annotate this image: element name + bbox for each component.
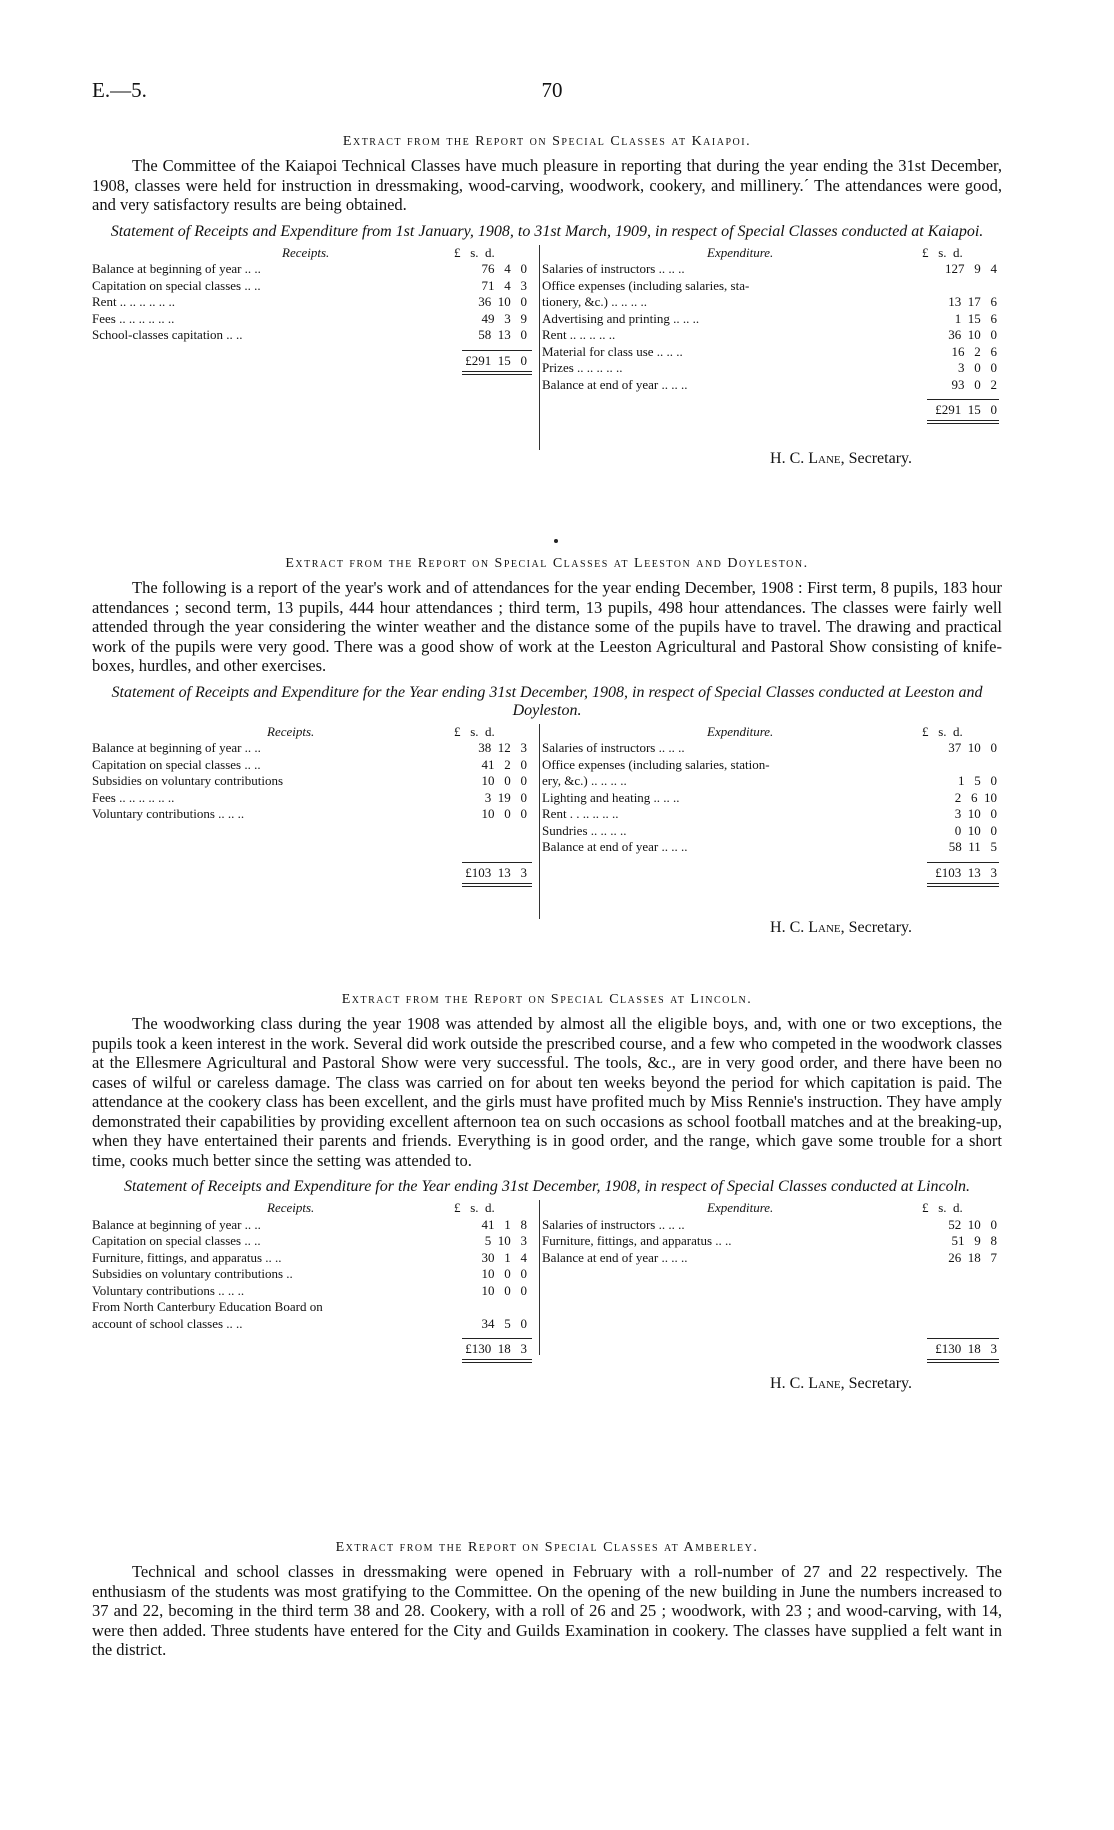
- expenditure-total-amount: £291 15 0: [935, 402, 997, 417]
- ledger-row-label: Salaries of instructors .. .. ..: [542, 261, 685, 276]
- expenditure-total-amount: £103 13 3: [935, 864, 997, 880]
- expenditure-label: Expenditure.: [707, 723, 774, 739]
- ledger-row-label: Office expenses (including salaries, sta-: [542, 277, 750, 293]
- leeston-section: [92, 556, 1002, 937]
- receipts-total: [92, 1332, 537, 1362]
- signature-name: H. C. Lane: [770, 1375, 841, 1392]
- expenditure-total-amount: £130 18 3: [935, 1341, 997, 1356]
- ledger-row-amount: 36 10 0: [948, 327, 997, 342]
- ledger-row-label: Material for class use .. .. ..: [542, 343, 683, 359]
- lincoln-ledger: [92, 1200, 1002, 1375]
- ledger-row: [542, 806, 1002, 823]
- receipts-total-amount: £130 18 3: [465, 1341, 527, 1356]
- currency-header: £ s. d.: [454, 723, 495, 739]
- leeston-ledger: [92, 724, 1002, 919]
- ledger-row: [92, 806, 537, 823]
- ledger-row: [92, 1233, 537, 1250]
- ledger-row-label: Salaries of instructors .. .. ..: [542, 1216, 685, 1232]
- signature-name: H. C. Lane: [770, 449, 841, 467]
- ledger-row-label: Rent . . .. .. .. ..: [542, 806, 619, 821]
- ledger-row: [92, 278, 537, 295]
- ledger-row-label: account of school classes .. ..: [92, 1315, 243, 1331]
- amberley-heading: Extract from the Report on Special Classes at Amberley.: [335, 1540, 759, 1555]
- ledger-row: [542, 344, 1002, 361]
- ledger-row-label: Capitation on special classes .. ..: [92, 277, 261, 293]
- expenditure-rows: [542, 740, 1002, 856]
- ledger-row: [542, 790, 1002, 807]
- ledger-row: [542, 839, 1002, 856]
- ledger-row-amount: 38 12 3: [478, 740, 527, 755]
- ledger-row-label: Salaries of instructors .. .. ..: [542, 740, 685, 755]
- ledger-row-amount: 76 4 0: [481, 261, 527, 276]
- ledger-row: [92, 327, 537, 344]
- lincoln-expenditure: [542, 1200, 1002, 1362]
- currency-header: £ s. d.: [922, 723, 963, 739]
- ledger-row: [542, 261, 1002, 278]
- kaiapoi-paragraph: The Committee of the Kaiapoi Technical Classes have much pleasure in reporting that during the year ending the 31st December, 1908, classes were held for instruction in dressmaking, wood-carving, woodwork, cookery, and millinery.´ The attendances were good, and very satisfactory results are being obtained.: [92, 156, 1002, 214]
- ledger-row-label: Prizes .. .. .. .. ..: [542, 360, 623, 375]
- signature-role: , Secretary.: [840, 918, 912, 936]
- ledger-row-label: Office expenses (including salaries, station-: [542, 756, 770, 772]
- lincoln-statement-title: Statement of Receipts and Expenditure for the Year ending 31st December, 1908, in respect of Special Classes conducted at Lincoln.: [123, 1178, 971, 1195]
- currency-header: £ s. d.: [454, 244, 495, 260]
- ledger-row-label: School-classes capitation .. ..: [92, 327, 243, 342]
- ledger-row: [542, 327, 1002, 344]
- ledger-row-amount: 10 0 0: [481, 1282, 527, 1298]
- ledger-row: [542, 1233, 1002, 1250]
- ledger-row-label: Balance at end of year .. .. ..: [542, 839, 688, 854]
- ledger-row-amount: 3 0 0: [958, 360, 997, 375]
- ledger-row-amount: 41 1 8: [481, 1216, 527, 1232]
- ledger-row-label: Balance at beginning of year .. ..: [92, 740, 261, 755]
- ledger-row-label: Rent .. .. .. .. ..: [542, 327, 616, 342]
- currency-header: £ s. d.: [922, 1200, 963, 1215]
- ledger-row-label: Capitation on special classes .. ..: [92, 1233, 261, 1248]
- ledger-row: [92, 740, 537, 757]
- leeston-signature: [92, 919, 1002, 937]
- ledger-divider: [539, 1200, 540, 1355]
- ledger-row-label: Capitation on special classes .. ..: [92, 756, 261, 772]
- receipts-label: Receipts.: [282, 244, 330, 260]
- lincoln-receipts: [92, 1200, 537, 1362]
- ledger-row: [92, 757, 537, 774]
- receipts-rows: [92, 261, 537, 344]
- ledger-row: [92, 311, 537, 328]
- ledger-row-label: Lighting and heating .. .. ..: [542, 789, 680, 805]
- ledger-row-label: Rent .. .. .. .. .. ..: [92, 294, 176, 309]
- ledger-row: [92, 1283, 537, 1300]
- ledger-row-label: Advertising and printing .. .. ..: [542, 310, 700, 326]
- ledger-row: [92, 1217, 537, 1234]
- kaiapoi-heading: Extract from the Report on Special Classes at Kaiapoi.: [342, 134, 752, 149]
- ledger-row: [92, 1299, 537, 1316]
- leeston-receipts: [92, 724, 537, 886]
- ledger-row-amount: 71 4 3: [481, 277, 527, 293]
- ledger-row: [92, 1316, 537, 1333]
- ledger-row: [542, 773, 1002, 790]
- kaiapoi-receipts: [92, 245, 537, 374]
- ledger-row: [542, 360, 1002, 377]
- ledger-row-amount: 58 13 0: [478, 327, 527, 342]
- ledger-row: [92, 1266, 537, 1283]
- expenditure-total: [542, 393, 1002, 423]
- ledger-row: [542, 377, 1002, 394]
- ledger-row-amount: 58 11 5: [948, 839, 997, 854]
- ledger-row-label: Subsidies on voluntary contributions ..: [92, 1266, 293, 1281]
- amberley-section: [92, 1540, 1002, 1660]
- currency-header: £ s. d.: [922, 244, 963, 260]
- ledger-row-amount: 34 5 0: [481, 1315, 527, 1331]
- ledger-row: [92, 261, 537, 278]
- ledger-row-label: Voluntary contributions .. .. ..: [92, 1282, 245, 1298]
- ledger-row-label: Fees .. .. .. .. .. ..: [92, 789, 175, 805]
- kaiapoi-signature: [92, 450, 1002, 468]
- leeston-expenditure: [542, 724, 1002, 886]
- ledger-row-label: Balance at end of year .. .. ..: [542, 376, 688, 392]
- currency-header: £ s. d.: [454, 1200, 495, 1215]
- running-header: [92, 78, 1012, 108]
- receipts-rows: [92, 740, 537, 823]
- receipts-rows: [92, 1217, 537, 1333]
- ledger-row-amount: 0 10 0: [954, 822, 997, 838]
- ledger-row-label: Balance at beginning of year .. ..: [92, 261, 261, 276]
- ledger-row-amount: 2 6 10: [954, 789, 997, 805]
- ledger-row-label: Balance at beginning of year .. ..: [92, 1216, 261, 1232]
- expenditure-rows: [542, 261, 1002, 393]
- leeston-statement-title: Statement of Receipts and Expenditure for the Year ending 31st December, 1908, in respect of Special Classes conducted at Leeston and Doyleston.: [111, 683, 983, 719]
- receipts-total-amount: £291 15 0: [465, 352, 527, 368]
- kaiapoi-statement-title: Statement of Receipts and Expenditure from 1st January, 1908, to 31st March, 1909, in respect of Special Classes conducted at Kaiapoi.: [110, 222, 984, 240]
- ledger-row: [542, 823, 1002, 840]
- ledger-row-label: From North Canterbury Education Board on: [92, 1299, 323, 1314]
- signature-role: , Secretary.: [840, 449, 912, 467]
- ledger-row-label: ery, &c.) .. .. .. ..: [542, 773, 627, 788]
- receipts-label: Receipts.: [267, 1200, 315, 1215]
- receipts-total: [92, 856, 537, 886]
- ledger-row-label: Subsidies on voluntary contributions: [92, 773, 284, 788]
- expenditure-label: Expenditure.: [707, 244, 774, 260]
- ledger-row-amount: 10 0 0: [481, 773, 527, 788]
- ledger-row-amount: 37 10 0: [948, 740, 997, 755]
- ledger-row-amount: 10 0 0: [481, 1266, 527, 1281]
- leeston-heading: Extract from the Report on Special Classes at Leeston and Doyleston.: [285, 556, 809, 571]
- ledger-row: [542, 294, 1002, 311]
- ledger-row: [92, 790, 537, 807]
- signature-name: H. C. Lane: [770, 918, 841, 936]
- expenditure-total: [542, 1332, 1002, 1362]
- ledger-row-amount: 26 18 7: [948, 1249, 997, 1265]
- ledger-row: [542, 740, 1002, 757]
- ledger-divider: [539, 724, 540, 919]
- ledger-row: [542, 1217, 1002, 1234]
- ledger-row: [542, 1250, 1002, 1267]
- ledger-row-amount: 41 2 0: [481, 756, 527, 772]
- ledger-row-amount: 13 17 6: [948, 294, 997, 309]
- ledger-row: [92, 1250, 537, 1267]
- receipts-total-amount: £103 13 3: [465, 864, 527, 880]
- ledger-row-label: Sundries .. .. .. ..: [542, 822, 627, 838]
- lincoln-signature: [92, 1375, 1002, 1393]
- expenditure-total: [542, 856, 1002, 886]
- ledger-row-amount: 49 3 9: [481, 310, 527, 326]
- ledger-row-label: Voluntary contributions .. .. ..: [92, 806, 245, 821]
- ledger-row-amount: 1 15 6: [954, 310, 997, 326]
- ledger-row-amount: 3 19 0: [484, 789, 527, 805]
- ledger-row-amount: 93 0 2: [951, 376, 997, 392]
- ledger-row-label: Fees .. .. .. .. .. ..: [92, 310, 175, 326]
- ledger-row-amount: 16 2 6: [951, 343, 997, 359]
- ledger-row-amount: 10 0 0: [481, 806, 527, 821]
- ledger-row-amount: 30 1 4: [481, 1249, 527, 1265]
- ledger-row-amount: 52 10 0: [948, 1216, 997, 1232]
- ledger-row-label: tionery, &c.) .. .. .. ..: [542, 294, 647, 309]
- page-number: 70: [541, 78, 563, 102]
- kaiapoi-section: [92, 134, 1002, 468]
- ledger-row-label: Balance at end of year .. .. ..: [542, 1249, 688, 1265]
- expenditure-rows: [542, 1217, 1002, 1267]
- ledger-row-label: Furniture, fittings, and apparatus .. ..: [92, 1249, 282, 1265]
- ledger-row: [92, 773, 537, 790]
- lincoln-heading: Extract from the Report on Special Classes at Lincoln.: [341, 992, 753, 1007]
- ledger-row: [542, 757, 1002, 774]
- report-reference: E.—5.: [92, 78, 147, 102]
- leeston-paragraph: The following is a report of the year's work and of attendances for the year ending December, 1908 : First term, 8 pupils, 183 hour attendances ; second term, 13 pupils, 444 hour attendances ; third term, 13 pupils, 498 hour attendances. The classes were fairly well attended through the year considering the winter weather and the distance some of the pupils have to travel. The drawing and practical work of the pupils were very good. There was a good show of work at the Leeston Agricultural and Pastoral Show consisting of knife-boxes, hurdles, and other exercises.: [92, 578, 1002, 675]
- ledger-row-amount: 3 10 0: [954, 806, 997, 821]
- signature-role: , Secretary.: [840, 1375, 912, 1392]
- ledger-row-amount: 5 10 3: [484, 1233, 527, 1248]
- ledger-row-amount: 127 9 4: [945, 261, 997, 276]
- receipts-total: [92, 344, 537, 374]
- ledger-row-amount: 36 10 0: [478, 294, 527, 309]
- ledger-row: [542, 278, 1002, 295]
- amberley-paragraph: Technical and school classes in dressmaking were opened in February with a roll-number of 27 and 22 respectively. The enthusiasm of the students was most gratifying to the Committee. On the opening of the new building in June the numbers increased to 37 and 22, becoming in the third term 38 and 28. Cookery, with a roll of 26 and 25 ; woodwork, with 23 ; and wood-carving, with 14, were then added. Three students have entered for the City and Guilds Examination in cookery. The classes have supplied a felt want in the district.: [92, 1562, 1002, 1659]
- kaiapoi-ledger: [92, 245, 1002, 450]
- ledger-divider: [539, 245, 540, 450]
- lincoln-section: [92, 992, 1002, 1393]
- lincoln-paragraph: The woodworking class during the year 1908 was attended by almost all the eligible boys, and, with one or two exceptions, the pupils took a keen interest in the work. Several did work outside the prescribed course, and a few who competed in the woodwork classes at the Ellesmere Agricultural and Pastoral Show were very successful. The tools, &c., are in very good order, and there have been no cases of wilful or careless damage. The class was carried on for about ten weeks beyond the period for which capitation is paid. The attendance at the cookery class has been excellent, and the girls must have profited much by Miss Rennie's instruction. They have amply demonstrated their capabilities by providing excellent afternoon tea on such occasions as school football matches and at the breaking-up, when they have entertained their parents and friends. Everything is in good order, and the range, which gave some trouble for a short time, cooks much better since the setting was attended to.: [92, 1014, 1002, 1170]
- receipts-label: Receipts.: [267, 723, 315, 739]
- ledger-row-amount: 51 9 8: [951, 1233, 997, 1248]
- ledger-row-label: Furniture, fittings, and apparatus .. ..: [542, 1233, 732, 1248]
- ledger-row: [542, 311, 1002, 328]
- expenditure-label: Expenditure.: [707, 1200, 774, 1215]
- ledger-row: [92, 294, 537, 311]
- kaiapoi-expenditure: [542, 245, 1002, 424]
- printer-dot: [554, 539, 558, 543]
- ledger-row-amount: 1 5 0: [958, 773, 997, 788]
